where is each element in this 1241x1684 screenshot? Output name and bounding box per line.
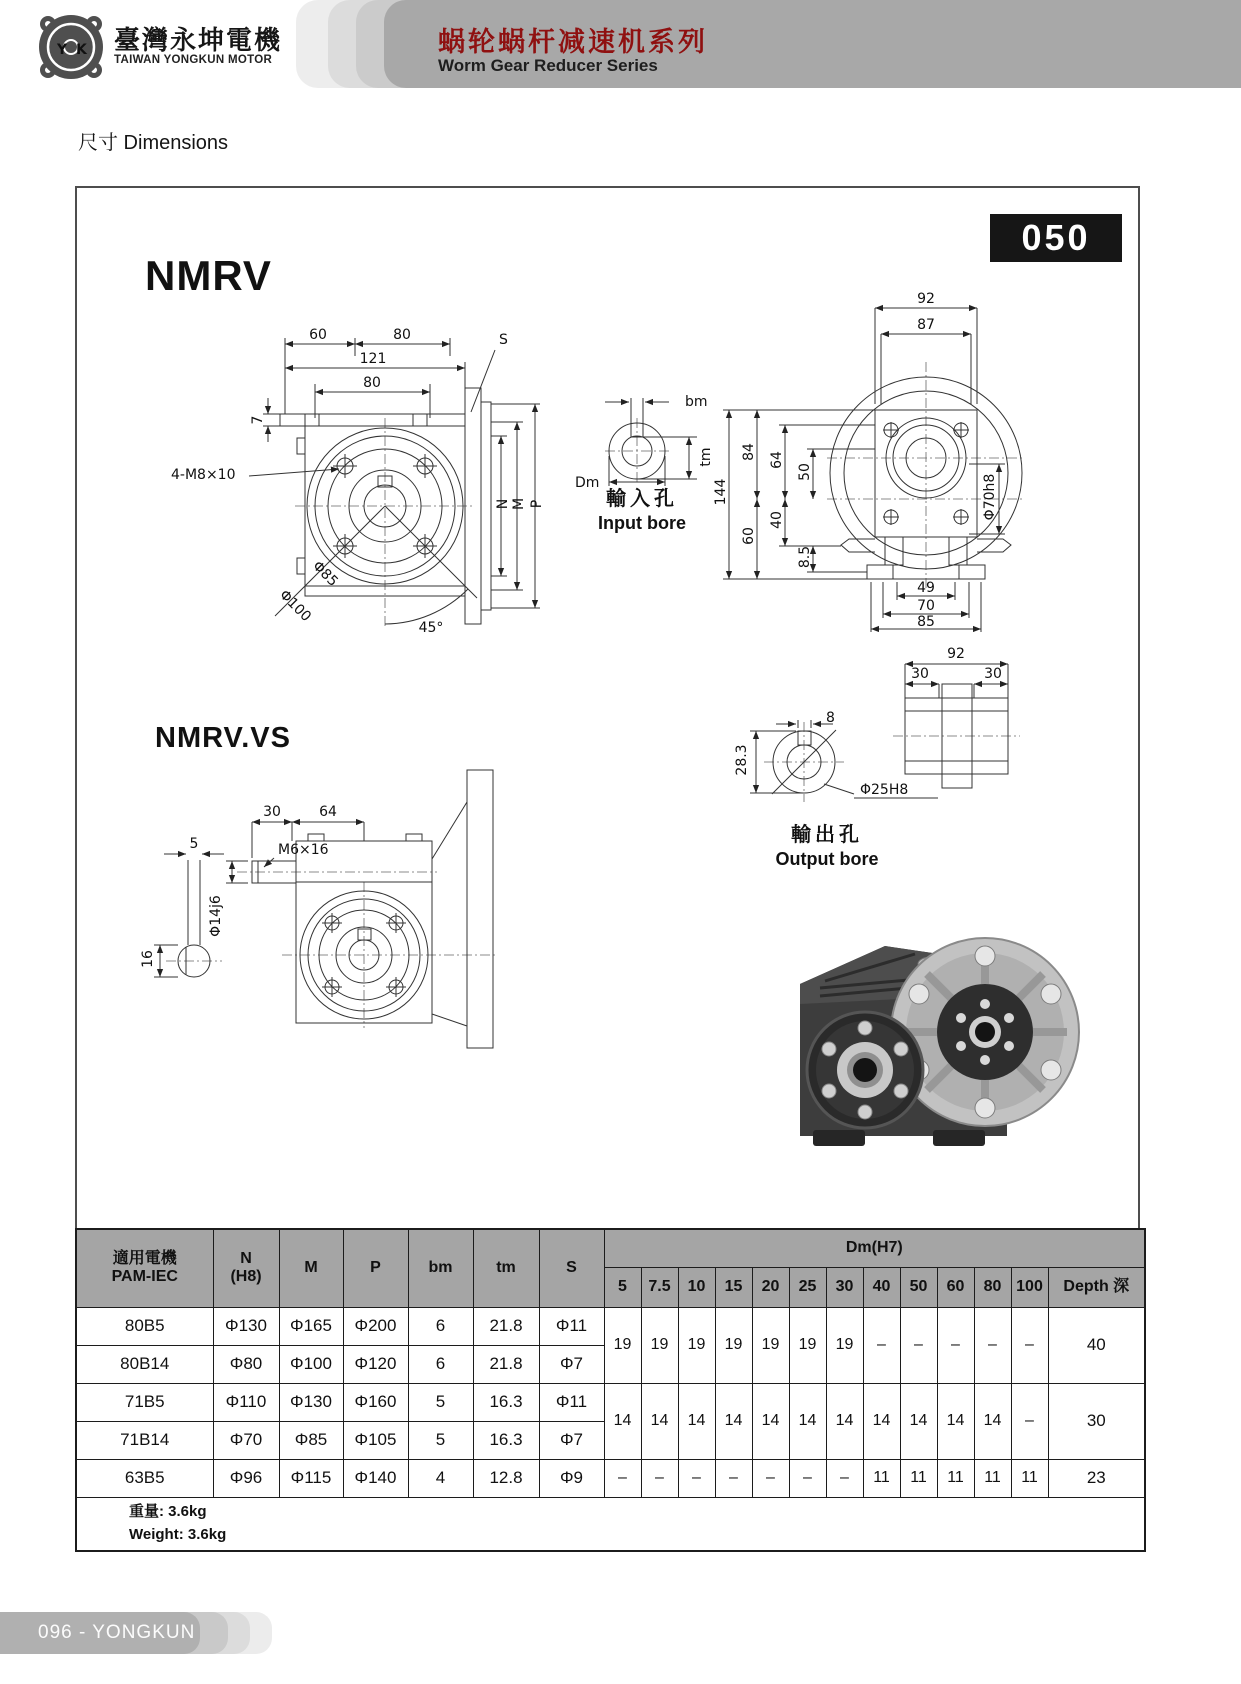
cell: – [604, 1459, 641, 1497]
col-header-dm: Dm(H7) [604, 1229, 1145, 1267]
cell: 19 [752, 1307, 789, 1383]
cell: Φ140 [343, 1459, 408, 1497]
series-title-en: Worm Gear Reducer Series [438, 56, 658, 75]
col-header-n [213, 1229, 279, 1307]
cell: 12.8 [473, 1459, 539, 1497]
cell: 19 [826, 1307, 863, 1383]
cell: – [752, 1459, 789, 1497]
dim-30-left: 30 [911, 666, 929, 682]
output-bore-drawing [690, 636, 1030, 816]
dim-80-top: 80 [393, 327, 411, 343]
dimensions-panel [75, 186, 1140, 1550]
col-header-dm-50: 50 [900, 1267, 937, 1307]
cell: 14 [678, 1383, 715, 1459]
cell: – [1011, 1307, 1048, 1383]
dim-8: 8 [826, 710, 835, 726]
cell: Φ165 [279, 1307, 343, 1345]
cell: Φ85 [279, 1421, 343, 1459]
nmrv-front-drawing [165, 326, 545, 661]
cell: 11 [863, 1459, 900, 1497]
cell: 14 [641, 1383, 678, 1459]
cell: 14 [789, 1383, 826, 1459]
dim-144: 144 [713, 478, 729, 506]
model-title-nmrv: NMRV [145, 252, 272, 299]
input-bore-label-en: Input bore [598, 513, 686, 533]
col-header-pam-cn: 適用電機 [112, 1249, 177, 1267]
cell: – [678, 1459, 715, 1497]
cell: 11 [974, 1459, 1011, 1497]
cell: 19 [604, 1307, 641, 1383]
col-header-m: M [279, 1229, 343, 1307]
cell: 71B14 [76, 1421, 213, 1459]
geometry [249, 338, 540, 624]
dim-phi14j6: Φ14j6 [208, 895, 224, 937]
weight-note-cn: 重量: 3.6kg [129, 1503, 207, 1521]
dim-dm: Dm [575, 475, 600, 491]
dim-s: S [499, 332, 508, 348]
dim-60b: 60 [741, 527, 757, 545]
geometry [605, 398, 697, 486]
cell: 80B14 [76, 1345, 213, 1383]
col-header-tm: tm [473, 1229, 539, 1307]
cell: Φ200 [343, 1307, 408, 1345]
dim-49: 49 [917, 580, 935, 596]
cell: 14 [900, 1383, 937, 1459]
col-header-dm-7-5: 7.5 [641, 1267, 678, 1307]
series-title-cn: 蜗轮蜗杆减速机系列 [438, 27, 708, 57]
cell: 14 [826, 1383, 863, 1459]
col-header-dm-10: 10 [678, 1267, 715, 1307]
cell: Φ160 [343, 1383, 408, 1421]
dim-30: 30 [263, 804, 281, 820]
cell: 23 [1048, 1459, 1145, 1497]
dim-28-3: 28.3 [734, 744, 750, 776]
dim-phi85: Φ85 [309, 558, 341, 590]
cell: 19 [641, 1307, 678, 1383]
brand-name-cn: 臺灣永坤電機 [114, 25, 283, 55]
dim-m6x16: M6×16 [278, 842, 329, 858]
rear-view-drawing [707, 280, 1027, 632]
cell: – [900, 1307, 937, 1383]
weight-note-cell [76, 1497, 1145, 1551]
cell: Φ115 [279, 1459, 343, 1497]
cell: 14 [752, 1383, 789, 1459]
dim-n: N [495, 498, 511, 510]
col-header-n1: N [240, 1249, 252, 1267]
model-title-nmrv-vs: NMRV.VS [155, 722, 291, 754]
dim-70: 70 [917, 598, 935, 614]
cell: Φ130 [213, 1307, 279, 1345]
dim-phi25h8: Φ25H8 [860, 782, 909, 798]
company-logo-icon [36, 12, 106, 82]
dim-87: 87 [917, 317, 935, 333]
cell: Φ80 [213, 1345, 279, 1383]
cell: Φ11 [539, 1383, 604, 1421]
dim-92: 92 [917, 291, 935, 307]
cell: 6 [408, 1307, 473, 1345]
cell: Φ100 [279, 1345, 343, 1383]
brand-name-en: TAIWAN YONGKUN MOTOR [114, 54, 273, 66]
weight-note-row [76, 1497, 1145, 1551]
dim-8-5: 8.5 [797, 545, 813, 569]
cell: 16.3 [473, 1421, 539, 1459]
size-badge: 050 [990, 214, 1122, 262]
cell: 14 [604, 1383, 641, 1459]
output-bore-label [727, 818, 927, 870]
dimension-table [75, 1228, 1146, 1552]
dim-16: 16 [140, 950, 156, 968]
page-header [0, 0, 1241, 100]
cell: Φ130 [279, 1383, 343, 1421]
section-title: 尺寸 Dimensions [78, 132, 229, 154]
col-header-n2: (H8) [230, 1268, 262, 1286]
cell: 16.3 [473, 1383, 539, 1421]
cell: – [1011, 1383, 1048, 1459]
col-header-s: S [539, 1229, 604, 1307]
cell: – [974, 1307, 1011, 1383]
cell: 21.8 [473, 1345, 539, 1383]
cell: 19 [678, 1307, 715, 1383]
cell: – [715, 1459, 752, 1497]
col-header-pam [76, 1229, 213, 1307]
cell: – [641, 1459, 678, 1497]
dim-bm: bm [685, 394, 708, 410]
cell: 5 [408, 1421, 473, 1459]
cell: 11 [937, 1459, 974, 1497]
col-header-dm-15: 15 [715, 1267, 752, 1307]
col-header-bm: bm [408, 1229, 473, 1307]
dim-bolt-label: 4-M8×10 [171, 467, 236, 483]
cell: Φ105 [343, 1421, 408, 1459]
dim-7: 7 [250, 415, 266, 425]
table-row-63b5 [76, 1459, 1145, 1497]
cell: 40 [1048, 1307, 1145, 1383]
cell: 11 [900, 1459, 937, 1497]
cell: – [863, 1307, 900, 1383]
page-footer: 096 - YONGKUN [0, 1612, 200, 1654]
cell: 21.8 [473, 1307, 539, 1345]
dim-30-right: 30 [984, 666, 1002, 682]
input-flange [807, 1012, 923, 1128]
cell: 6 [408, 1345, 473, 1383]
col-header-depth: Depth 深 [1048, 1267, 1145, 1307]
dim-50: 50 [797, 463, 813, 481]
centerlines [605, 418, 671, 484]
cell: Φ11 [539, 1307, 604, 1345]
dim-121: 121 [359, 351, 387, 367]
cell: – [937, 1307, 974, 1383]
logo-letter-k: K [76, 42, 87, 58]
table-row-71b5 [76, 1383, 1145, 1421]
dim-45deg: 45° [418, 620, 444, 636]
dim-80-inner: 80 [363, 375, 381, 391]
cell: Φ7 [539, 1345, 604, 1383]
col-header-dm-60: 60 [937, 1267, 974, 1307]
cell: 14 [974, 1383, 1011, 1459]
cell: 14 [715, 1383, 752, 1459]
dim-40: 40 [769, 511, 785, 529]
cell: 11 [1011, 1459, 1048, 1497]
cell: 63B5 [76, 1459, 213, 1497]
cell: 71B5 [76, 1383, 213, 1421]
cell: Φ9 [539, 1459, 604, 1497]
cell: – [826, 1459, 863, 1497]
col-header-p: P [343, 1229, 408, 1307]
geometry [750, 664, 1008, 798]
nmrv-vs-drawing [122, 764, 502, 1054]
col-header-pam-en: PAM-IEC [111, 1268, 178, 1286]
cell: 19 [715, 1307, 752, 1383]
cell: 19 [789, 1307, 826, 1383]
cell: Φ7 [539, 1421, 604, 1459]
table-row-80b5 [76, 1307, 1145, 1345]
geometry [723, 308, 1022, 632]
col-header-dm-25: 25 [789, 1267, 826, 1307]
cell: 4 [408, 1459, 473, 1497]
col-header-dm-100: 100 [1011, 1267, 1048, 1307]
cell: Φ120 [343, 1345, 408, 1383]
input-bore-label-cn: 輸入孔 [606, 488, 678, 510]
cell: Φ110 [213, 1383, 279, 1421]
dim-64b: 64 [319, 804, 337, 820]
col-header-dm-40: 40 [863, 1267, 900, 1307]
dim-5: 5 [189, 836, 199, 852]
dim-p: P [529, 499, 545, 509]
cell: 14 [937, 1383, 974, 1459]
output-bore-label-en: Output bore [775, 849, 879, 869]
cell: 14 [863, 1383, 900, 1459]
col-header-dm-80: 80 [974, 1267, 1011, 1307]
col-header-dm-5: 5 [604, 1267, 641, 1307]
cell: – [789, 1459, 826, 1497]
cell: 30 [1048, 1383, 1145, 1459]
logo-letter-y: Y [57, 42, 68, 58]
dim-phi70h8: Φ70h8 [982, 473, 998, 521]
weight-note-en: Weight: 3.6kg [129, 1525, 227, 1543]
dim-phi100: Φ100 [275, 586, 315, 626]
col-header-dm-30: 30 [826, 1267, 863, 1307]
cell: 80B5 [76, 1307, 213, 1345]
dim-tm: tm [698, 447, 714, 467]
output-bore-label-cn: 輸出孔 [791, 824, 863, 846]
col-header-dm-20: 20 [752, 1267, 789, 1307]
series-banner [384, 0, 1241, 88]
product-photo [765, 884, 1083, 1162]
output-flange [891, 938, 1079, 1126]
cell: Φ96 [213, 1459, 279, 1497]
dim-84: 84 [741, 443, 757, 461]
cell: 5 [408, 1383, 473, 1421]
dim-m: M [511, 497, 527, 511]
dim-85: 85 [917, 614, 935, 630]
dim-92b: 92 [947, 646, 965, 662]
dim-60: 60 [309, 327, 327, 343]
cell: Φ70 [213, 1421, 279, 1459]
dim-64: 64 [769, 451, 785, 469]
